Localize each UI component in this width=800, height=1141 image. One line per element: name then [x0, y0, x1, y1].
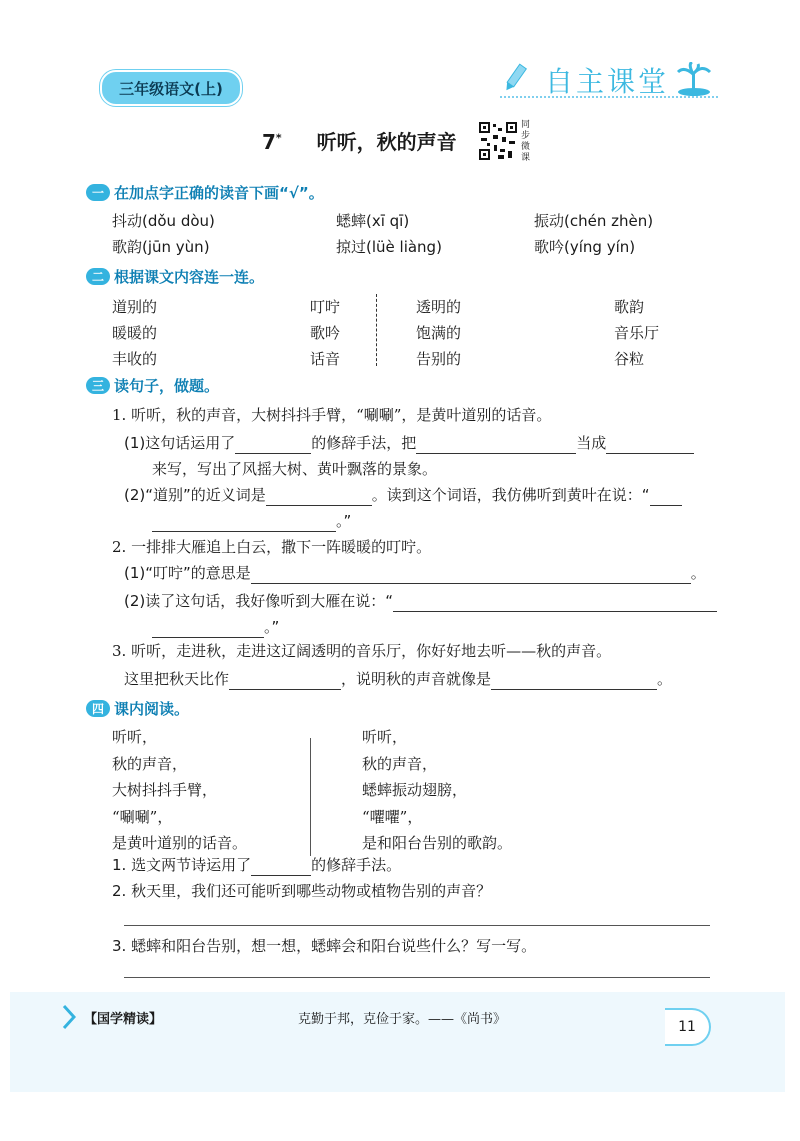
question-text: (1)“叮咛”的意思是 [124, 564, 251, 582]
pinyin-item: 歌吟(yíng yín) [534, 238, 636, 256]
section-3-heading [86, 375, 219, 396]
answer-blank[interactable] [606, 437, 694, 454]
match-column-1 [112, 294, 157, 372]
question-text: 这里把秋天比作 [124, 670, 230, 688]
section-2-number: 二 [86, 268, 110, 285]
brand-title: 自主课堂 [545, 65, 670, 98]
poem-right [362, 724, 512, 857]
lesson-number: 7 [262, 130, 276, 154]
question-text: (2)读了这句话，我好像听到大雁在说：“ [124, 592, 394, 610]
match-item: 丰收的 [112, 350, 158, 368]
footer-tag: 【国学精读】 [84, 1012, 163, 1027]
answer-blank[interactable] [416, 437, 576, 454]
section-1-title: 在加点字正确的读音下画“√”。 [114, 184, 324, 202]
question-3-2-b-cont [152, 616, 279, 638]
pinyin-item: 抖动(dǒu dòu) [112, 212, 215, 230]
poem-left [112, 724, 247, 857]
question-3-2: 2. 一排排大雁追上白云，撒下一阵暖暖的叮咛。 [112, 538, 432, 556]
question-text: (1)这句话运用了 [124, 434, 236, 452]
qr-caption: 同步微课 [521, 120, 531, 163]
answer-blank[interactable] [152, 621, 264, 638]
poem-divider [310, 738, 311, 856]
match-item: 道别的 [112, 298, 158, 316]
lesson-mark: * [275, 131, 282, 145]
match-item: 透明的 [416, 298, 462, 316]
match-column-3 [416, 294, 461, 372]
match-item: 谷粒 [614, 350, 645, 368]
section-4-title: 课内阅读。 [114, 700, 190, 718]
question-text: 1. 选文两节诗运用了 [112, 856, 252, 874]
question-text: (2)“道别”的近义词是 [124, 486, 266, 504]
lesson-title-text: 听听，秋的声音 [316, 130, 457, 154]
pinyin-item: 振动(chén zhèn) [534, 212, 654, 230]
match-item: 饱满的 [416, 324, 462, 342]
question-3-2-a [124, 562, 706, 584]
section-4-number: 四 [86, 700, 110, 717]
question-text: 。” [336, 512, 352, 530]
poem-line: “唰唰”， [112, 807, 173, 826]
pencil-icon [500, 62, 530, 98]
question-text: 当成 [576, 434, 607, 452]
question-3-3-a [124, 668, 672, 690]
poem-line: 是和阳台告别的歌韵。 [362, 834, 513, 852]
section-1-heading [86, 182, 324, 203]
question-4-3: 3. 蟋蟀和阳台告别，想一想，蟋蟀会和阳台说些什么？写一写。 [112, 937, 537, 955]
palm-island-icon [676, 62, 712, 100]
poem-line: 蟋蟀振动翅膀， [362, 781, 468, 799]
poem-line: 是黄叶道别的话音。 [112, 834, 248, 852]
qr-code[interactable] [478, 121, 518, 161]
chevron-right-icon [62, 1004, 76, 1034]
question-text: 。 [690, 564, 706, 582]
poem-line: 听听， [112, 728, 158, 746]
answer-blank[interactable] [266, 489, 372, 506]
match-column-4 [614, 294, 659, 372]
match-item: 告别的 [416, 350, 462, 368]
section-2-title: 根据课文内容连一连。 [114, 268, 265, 286]
section-2-heading [86, 266, 264, 287]
lesson-title [262, 126, 457, 155]
page-number: 11 [665, 1008, 711, 1046]
match-item: 歌韵 [614, 298, 645, 316]
answer-blank[interactable] [235, 437, 311, 454]
header-divider [500, 96, 718, 98]
question-4-1 [112, 854, 401, 876]
question-3-1-a [124, 432, 714, 454]
question-3-1: 1. 听听，秋的声音，大树抖抖手臂，“唰唰”，是黄叶道别的话音。 [112, 406, 552, 424]
match-item: 暖暖的 [112, 324, 158, 342]
question-3-1-a-cont: 来写，写出了风摇大树、黄叶飘落的景象。 [152, 460, 438, 478]
question-text: 。读到这个词语，我仿佛听到黄叶在说：“ [371, 486, 650, 504]
pinyin-item: 歌韵(jūn yùn) [112, 238, 210, 256]
question-text: 的修辞手法，把 [311, 434, 417, 452]
question-4-2: 2. 秋天里，我们还可能听到哪些动物或植物告别的声音？ [112, 882, 492, 900]
answer-blank[interactable] [393, 595, 717, 612]
poem-line: “㘗㘗”， [362, 807, 423, 826]
question-3-1-b [124, 484, 714, 506]
question-text: 。” [264, 618, 280, 636]
answer-blank[interactable] [229, 673, 341, 690]
poem-line: 秋的声音， [362, 754, 438, 773]
answer-blank[interactable] [251, 859, 311, 876]
question-3-1-b-cont [152, 510, 351, 532]
poem-line: 听听， [362, 728, 408, 746]
grade-label: 三年级语文(上) [100, 70, 242, 106]
answer-blank[interactable] [650, 489, 682, 506]
question-text: 的修辞手法。 [311, 856, 402, 874]
section-3-title: 读句子，做题。 [114, 377, 220, 395]
match-item: 歌吟 [310, 324, 341, 342]
answer-blank[interactable] [152, 515, 336, 532]
pinyin-item: 蟋蟀(xī qī) [336, 212, 410, 230]
section-3-number: 三 [86, 377, 110, 394]
match-item: 话音 [310, 350, 341, 368]
match-item: 叮咛 [310, 298, 341, 316]
pinyin-item: 掠过(lüè liàng) [336, 238, 442, 256]
match-item: 音乐厅 [614, 324, 660, 342]
answer-blank[interactable] [251, 567, 691, 584]
dashed-divider [376, 294, 377, 366]
question-text: 。 [657, 670, 673, 688]
footer-quote: 克勤于邦，克俭于家。——《尚书》 [298, 1012, 507, 1027]
section-4-heading [86, 698, 189, 719]
section-1-number: 一 [86, 184, 110, 201]
match-column-2 [310, 294, 340, 372]
answer-line[interactable] [124, 924, 710, 926]
poem-line: 大树抖抖手臂， [112, 781, 218, 799]
answer-line[interactable] [124, 976, 710, 978]
question-3-2-b [124, 590, 717, 612]
answer-blank[interactable] [491, 673, 657, 690]
question-3-3: 3. 听听，走进秋，走进这辽阔透明的音乐厅，你好好地去听——秋的声音。 [112, 642, 612, 660]
question-text: ，说明秋的声音就像是 [341, 670, 492, 688]
poem-line: 秋的声音， [112, 754, 188, 773]
